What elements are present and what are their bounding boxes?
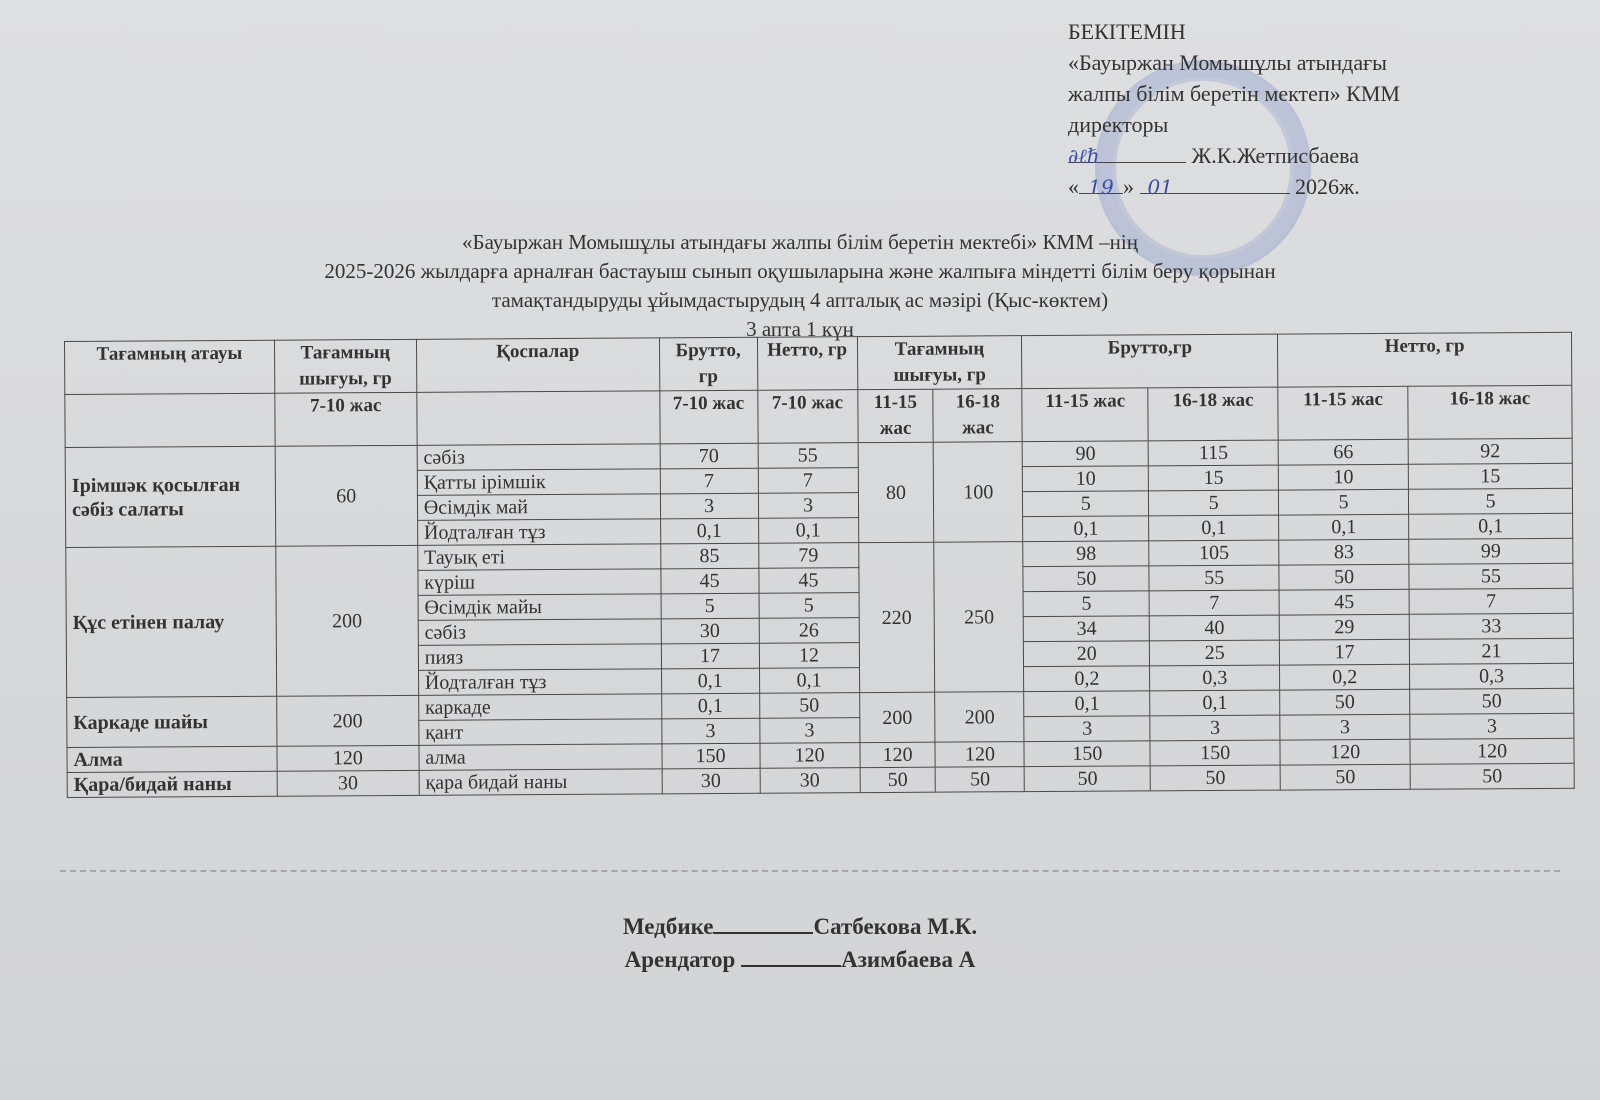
document-title — [0, 228, 1600, 344]
ingredient-netto-11-15: 17 — [1280, 639, 1410, 665]
ingredient-netto-11-15: 45 — [1279, 589, 1409, 615]
ingredient-brutto-11-15: 5 — [1023, 591, 1149, 617]
dish-yield-11-15: 120 — [859, 742, 935, 767]
ingredient-netto-16-18: 99 — [1409, 538, 1573, 564]
subheader-netto-11-15: 11-15 жас — [1278, 386, 1408, 440]
ingredient-brutto-16-18: 0,1 — [1150, 690, 1280, 716]
dish-yield-16-18: 250 — [934, 542, 1024, 693]
ingredient-netto-11-15: 83 — [1279, 539, 1409, 565]
nurse-signature-blank — [713, 910, 813, 934]
header-dish-name: Тағамның атауы — [65, 340, 275, 394]
ingredient-brutto-11-15: 98 — [1023, 541, 1149, 567]
header-brutto: Брутто, гр — [659, 337, 757, 391]
nurse-name: Сатбекова М.К. — [813, 914, 978, 939]
ingredient-netto-16-18: 0,1 — [1409, 513, 1573, 539]
subheader-yield-age: 7-10 жас — [275, 392, 417, 446]
ingredient-netto-11-15: 29 — [1279, 614, 1409, 640]
ingredient-brutto-11-15: 5 — [1023, 491, 1149, 517]
dish-name: Қара/бидай наны — [67, 771, 277, 797]
ingredient-brutto-16-18: 40 — [1149, 615, 1279, 641]
ingredient-brutto-11-15: 0,1 — [1024, 691, 1150, 717]
approval-line-1: «Бауыржан Момышұлы атындағы — [1068, 50, 1387, 75]
ingredient-brutto-7-10: 30 — [661, 618, 759, 644]
signature-scribble-icon: ∂ℓℏ — [1068, 144, 1100, 168]
ingredient-brutto-11-15: 90 — [1023, 441, 1149, 467]
ingredient-name: сәбіз — [417, 444, 660, 470]
ingredient-brutto-16-18: 105 — [1149, 540, 1279, 566]
ingredient-name: қара бидай наны — [419, 769, 662, 795]
ingredient-netto-7-10: 45 — [758, 568, 858, 594]
ingredient-netto-16-18: 0,3 — [1410, 663, 1574, 689]
subheader-brutto-11-15: 11-15 жас — [1022, 388, 1148, 442]
ingredient-netto-7-10: 3 — [759, 718, 859, 744]
ingredient-name: каркаде — [418, 694, 661, 720]
dish-name: Каркаде шайы — [67, 696, 277, 747]
ingredient-brutto-11-15: 0,2 — [1024, 666, 1150, 692]
ingredient-brutto-7-10: 7 — [660, 468, 758, 494]
ingredient-netto-16-18: 5 — [1408, 488, 1572, 514]
dish-yield-16-18: 200 — [935, 692, 1024, 743]
subheader-ingredients-empty — [417, 391, 660, 445]
ingredient-brutto-16-18: 0,1 — [1149, 515, 1279, 541]
header-netto: Нетто, гр — [757, 337, 857, 391]
signature-blank — [1068, 140, 1186, 168]
director-signature-line — [1068, 140, 1488, 171]
ingredient-netto-7-10: 0,1 — [759, 668, 859, 694]
dish-yield-11-15: 50 — [860, 767, 936, 792]
ingredient-brutto-7-10: 5 — [661, 593, 759, 619]
ingredient-brutto-11-15: 20 — [1024, 641, 1150, 667]
nurse-signature-line — [0, 910, 1600, 943]
ingredient-netto-7-10: 0,1 — [758, 518, 858, 544]
ingredient-netto-11-15: 10 — [1278, 464, 1408, 490]
date-day: 19 — [1088, 175, 1114, 199]
dish-yield-11-15: 200 — [859, 692, 935, 742]
ingredient-name: Өсімдік майы — [418, 594, 661, 620]
header-netto-group: Нетто, гр — [1278, 332, 1572, 387]
ingredient-netto-16-18: 15 — [1408, 463, 1572, 489]
ingredient-netto-11-15: 3 — [1280, 714, 1410, 740]
dish-yield-16-18: 100 — [934, 442, 1024, 543]
ingredient-brutto-16-18: 7 — [1149, 590, 1279, 616]
week-day-label: 3 апта 1 күн — [746, 317, 854, 341]
ingredient-netto-16-18: 33 — [1409, 613, 1573, 639]
ingredient-name: Йодталған тұз — [417, 519, 660, 545]
ingredient-netto-16-18: 92 — [1408, 438, 1572, 464]
ingredient-netto-16-18: 120 — [1410, 738, 1574, 764]
subheader-brutto-age: 7-10 жас — [659, 390, 757, 444]
date-year: 2026ж. — [1295, 174, 1360, 199]
ingredient-netto-7-10: 120 — [760, 743, 860, 769]
ingredient-brutto-16-18: 15 — [1149, 465, 1279, 491]
ingredient-name: сәбіз — [418, 619, 661, 645]
divider — [60, 870, 1560, 874]
header-yield: Тағамның шығуы, гр — [274, 339, 416, 393]
date-month: 01 — [1147, 175, 1173, 199]
ingredient-name: Өсімдік май — [417, 494, 660, 520]
ingredient-netto-11-15: 50 — [1279, 564, 1409, 590]
dish-name: Алма — [67, 746, 277, 772]
date-open-quote: « — [1068, 174, 1079, 199]
header-yield-group: Тағамның шығуы, гр — [857, 336, 1022, 390]
dish-yield-7-10: 30 — [277, 770, 419, 796]
header-brutto-group: Брутто,гр — [1022, 334, 1278, 389]
tenant-name: Азимбаева А — [841, 947, 976, 972]
ingredient-netto-7-10: 55 — [758, 443, 858, 469]
approval-block — [1068, 16, 1488, 202]
approval-line-2: жалпы білім беретін мектеп» КММ — [1068, 81, 1400, 106]
ingredient-brutto-11-15: 50 — [1023, 566, 1149, 592]
ingredient-name: пияз — [418, 644, 661, 670]
ingredient-netto-7-10: 3 — [758, 493, 858, 519]
header-row-2 — [65, 385, 1572, 447]
menu-table — [64, 332, 1575, 798]
title-line-1: «Бауыржан Момышұлы атындағы жалпы білім беретін мектебі» КММ –нің — [462, 230, 1138, 254]
ingredient-name: қант — [419, 719, 662, 745]
ingredient-brutto-11-15: 150 — [1024, 741, 1150, 767]
ingredient-netto-11-15: 0,1 — [1279, 514, 1409, 540]
dish-name: Құс етінен палау — [66, 546, 277, 697]
ingredient-brutto-11-15: 50 — [1025, 766, 1151, 792]
ingredient-brutto-7-10: 0,1 — [661, 668, 759, 694]
ingredient-brutto-16-18: 50 — [1150, 765, 1280, 791]
date-month-blank — [1140, 171, 1290, 199]
dish-yield-7-10: 120 — [277, 745, 419, 771]
ingredient-netto-7-10: 26 — [759, 618, 859, 644]
ingredient-brutto-16-18: 55 — [1149, 565, 1279, 591]
ingredient-brutto-7-10: 3 — [660, 493, 758, 519]
ingredient-brutto-7-10: 17 — [661, 643, 759, 669]
ingredient-brutto-7-10: 0,1 — [661, 693, 759, 719]
date-day-blank — [1079, 171, 1123, 199]
subheader-netto-16-18: 16-18 жас — [1408, 385, 1572, 439]
ingredient-netto-16-18: 3 — [1410, 713, 1574, 739]
ingredient-brutto-7-10: 85 — [660, 543, 758, 569]
subheader-brutto-16-18: 16-18 жас — [1148, 387, 1278, 441]
ingredient-name: күріш — [418, 569, 661, 595]
ingredient-brutto-11-15: 0,1 — [1023, 516, 1149, 542]
title-line-3: тамақтандыруды ұйымдастырудың 4 апталық ас мәзірі (Қыс-көктем) — [491, 288, 1109, 312]
ingredient-netto-7-10: 12 — [759, 643, 859, 669]
ingredient-netto-11-15: 0,2 — [1280, 664, 1410, 690]
ingredient-brutto-7-10: 150 — [662, 743, 760, 769]
ingredient-netto-7-10: 7 — [758, 468, 858, 494]
dish-yield-11-15: 220 — [858, 542, 935, 692]
ingredient-brutto-7-10: 3 — [661, 718, 759, 744]
subheader-netto-age: 7-10 жас — [757, 390, 857, 444]
ingredient-brutto-16-18: 25 — [1150, 640, 1280, 666]
ingredient-brutto-16-18: 5 — [1149, 490, 1279, 516]
ingredient-name: алма — [419, 744, 662, 770]
ingredient-brutto-16-18: 115 — [1148, 440, 1278, 466]
date-close-quote: » — [1123, 174, 1134, 199]
ingredient-netto-11-15: 5 — [1279, 489, 1409, 515]
tenant-label: Арендатор — [624, 947, 736, 972]
dish-yield-11-15: 80 — [858, 442, 935, 542]
tenant-signature-blank — [741, 943, 841, 967]
ingredient-netto-16-18: 50 — [1410, 763, 1574, 789]
ingredient-brutto-11-15: 3 — [1024, 716, 1150, 742]
header-ingredients: Қоспалар — [416, 338, 659, 392]
title-line-2: 2025-2026 жылдарға арналған бастауыш сынып оқушыларына және жалпыға міндетті білім беру қорынан — [324, 259, 1276, 283]
ingredient-netto-7-10: 50 — [759, 693, 859, 719]
dish-yield-16-18: 120 — [935, 742, 1024, 768]
ingredient-brutto-16-18: 3 — [1150, 715, 1280, 741]
ingredient-netto-16-18: 7 — [1409, 588, 1573, 614]
dish-yield-7-10: 200 — [277, 695, 419, 746]
ingredient-netto-16-18: 55 — [1409, 563, 1573, 589]
subheader-yield-11-15: 11-15 жас — [857, 389, 933, 442]
ingredient-brutto-11-15: 34 — [1024, 616, 1150, 642]
ingredient-netto-7-10: 5 — [759, 593, 859, 619]
dish-name: Ірімшәк қосылған сәбіз салаты — [65, 446, 275, 547]
ingredient-brutto-16-18: 150 — [1150, 740, 1280, 766]
ingredient-netto-7-10: 79 — [758, 543, 858, 569]
ingredient-brutto-11-15: 10 — [1023, 466, 1149, 492]
ingredient-name: Тауық еті — [418, 544, 661, 570]
ingredient-netto-11-15: 120 — [1280, 739, 1410, 765]
director-name: Ж.К.Жетписбаева — [1191, 143, 1360, 168]
ingredient-brutto-7-10: 30 — [662, 768, 760, 794]
dish-yield-16-18: 50 — [936, 767, 1025, 793]
dish-yield-7-10: 200 — [276, 545, 419, 696]
nurse-label: Медбике — [622, 914, 714, 939]
approval-line-3: директоры — [1068, 112, 1169, 137]
subheader-empty — [65, 393, 275, 447]
approval-heading: БЕКІТЕМІН — [1068, 19, 1186, 44]
ingredient-name: Қатты ірімшік — [417, 469, 660, 495]
tenant-signature-line — [0, 943, 1600, 976]
subheader-yield-16-18: 16-18 жас — [933, 389, 1022, 443]
ingredient-name: Йодталған тұз — [418, 669, 661, 695]
menu-table-body — [65, 438, 1574, 797]
ingredient-netto-7-10: 30 — [760, 768, 860, 794]
dish-yield-7-10: 60 — [275, 445, 418, 546]
ingredient-brutto-7-10: 70 — [660, 443, 758, 469]
header-row-1 — [65, 332, 1572, 394]
ingredient-brutto-16-18: 0,3 — [1150, 665, 1280, 691]
approval-date — [1068, 171, 1488, 202]
ingredient-netto-16-18: 21 — [1409, 638, 1573, 664]
ingredient-brutto-7-10: 0,1 — [660, 518, 758, 544]
ingredient-netto-11-15: 66 — [1278, 439, 1408, 465]
ingredient-netto-16-18: 50 — [1410, 688, 1574, 714]
ingredient-netto-11-15: 50 — [1280, 764, 1410, 790]
ingredient-brutto-7-10: 45 — [660, 568, 758, 594]
ingredient-netto-11-15: 50 — [1280, 689, 1410, 715]
signatures-footer — [0, 910, 1600, 976]
